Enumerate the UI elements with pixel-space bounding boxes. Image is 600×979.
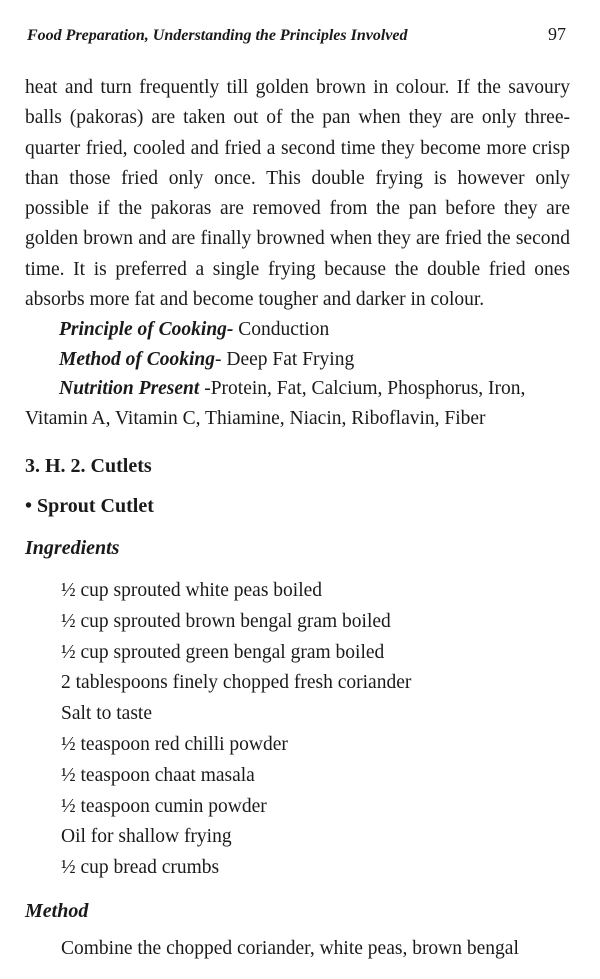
ingredient-item: Salt to taste — [61, 703, 152, 725]
ingredient-item: ½ teaspoon red chilli powder — [61, 733, 288, 755]
ingredients-list — [61, 576, 411, 884]
method-of-cooking-value: - Deep Fat Frying — [215, 348, 355, 370]
ingredient-item: Oil for shallow frying — [61, 826, 232, 848]
intro-paragraph: heat and turn frequently till golden brown in colour. If the savoury balls (pakoras) are taken out of the pan when they are only three-quarter fried, cooled and fried a second time they become more crisp than those fried only once. This double frying is however only possible if the pakoras are removed from the pan before they are golden brown and are finally browned when they are fried the second time. It is preferred a single frying because the double fried ones absorbs more fat and become tougher and darker in colour. — [25, 77, 570, 311]
method-of-cooking-line — [25, 345, 570, 375]
nutrition-value: -Protein, Fat, Calcium, Phosphorus, Iron, Vitamin A, Vitamin C, Thiamine, Niacin, Riboflavin, Fiber — [25, 378, 526, 430]
ingredients-heading: Ingredients — [25, 537, 120, 559]
ingredient-item: 2 tablespoons finely chopped fresh coriander — [61, 672, 412, 694]
method-text: Combine the chopped coriander, white peas, brown bengal — [61, 938, 519, 959]
principle-value: Conduction — [233, 319, 330, 341]
section-heading: 3. H. 2. Cutlets — [25, 455, 152, 477]
page-number: 97 — [548, 24, 566, 44]
method-heading: Method — [25, 900, 89, 922]
ingredient-item: ½ teaspoon chaat masala — [61, 764, 255, 786]
running-title: Food Preparation, Understanding the Principles Involved — [27, 27, 408, 44]
recipe-title: • Sprout Cutlet — [25, 495, 154, 517]
page-header — [27, 24, 566, 45]
ingredient-item: ½ cup sprouted white peas boiled — [61, 580, 323, 601]
ingredient-item: ½ cup bread crumbs — [61, 857, 220, 879]
principle-line — [25, 315, 570, 345]
ingredient-item: ½ cup sprouted brown bengal gram boiled — [61, 610, 391, 632]
nutrition-line — [25, 374, 570, 434]
ingredient-item: ½ teaspoon cumin powder — [61, 795, 267, 817]
principle-label: Principle of Cooking- — [59, 319, 234, 341]
body-text-block — [25, 73, 570, 434]
ingredient-item: ½ cup sprouted green bengal gram boiled — [61, 641, 385, 663]
nutrition-label: Nutrition Present — [59, 378, 200, 400]
method-of-cooking-label: Method of Cooking — [59, 348, 216, 370]
